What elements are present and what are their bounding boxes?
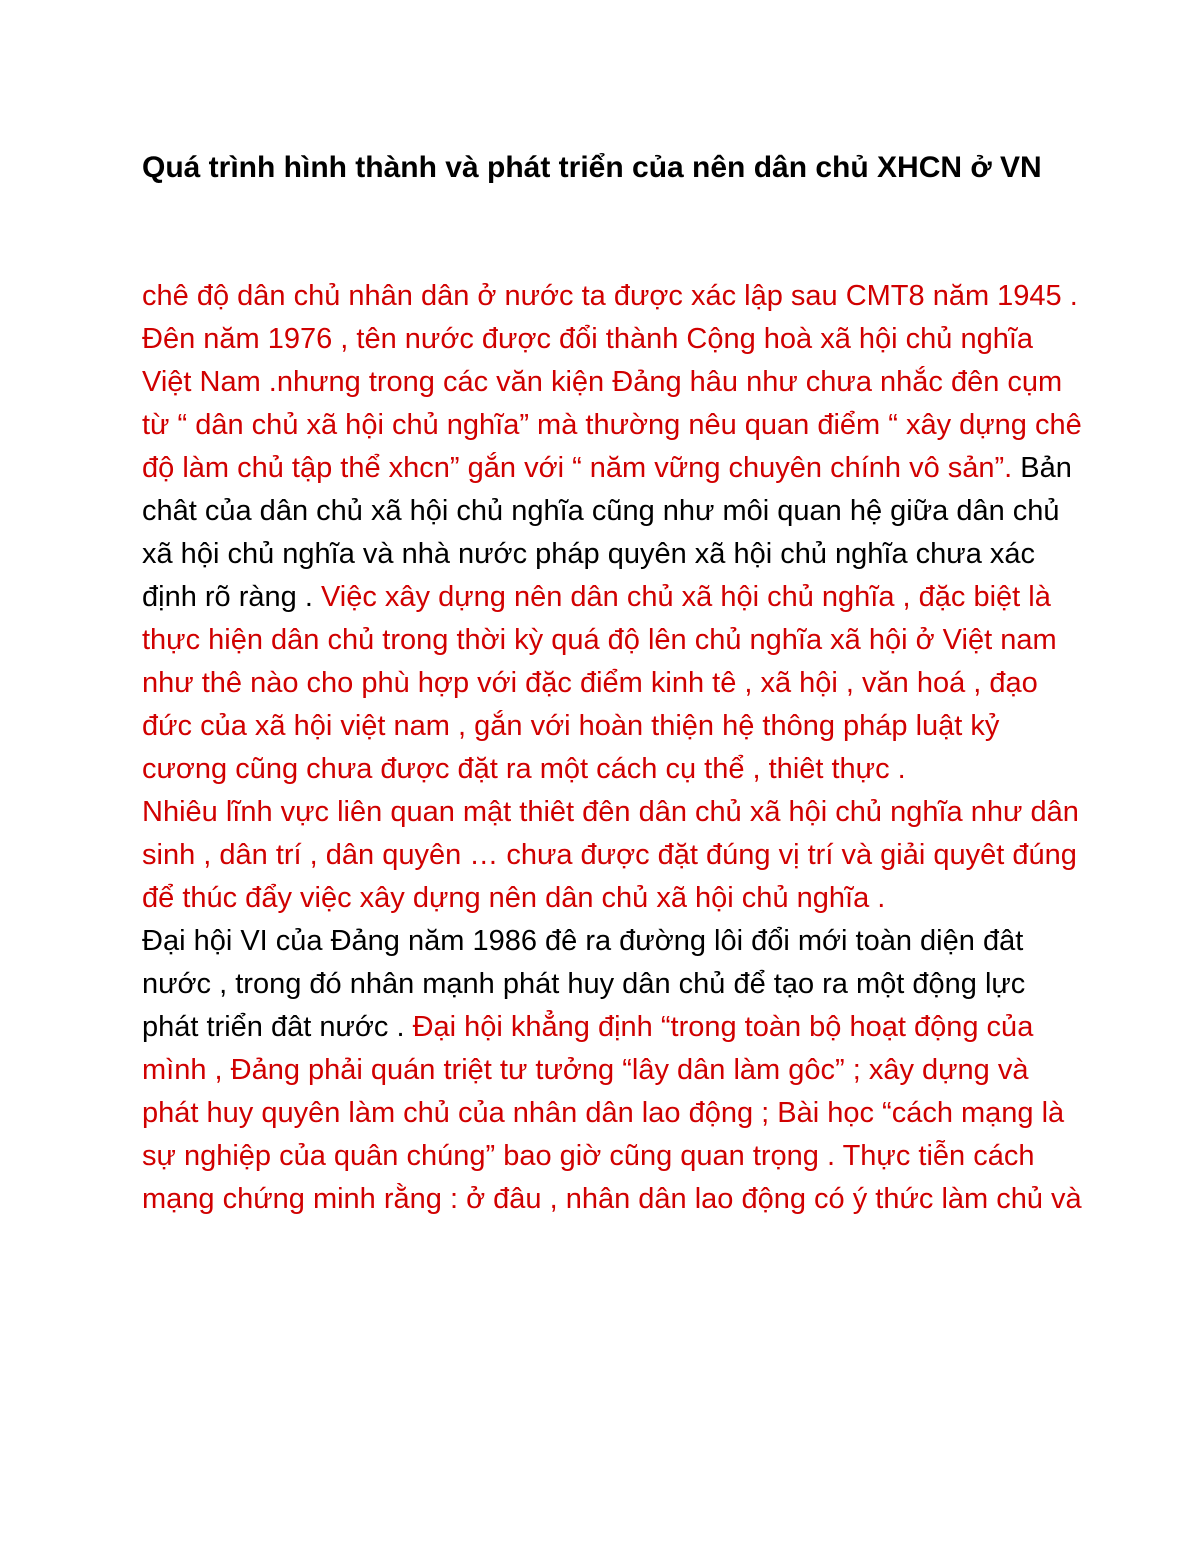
text-run: Đại hội khẳng định “trong toàn bộ hoạt động của mình , Đảng phải quán triệt tư tưởng “lây dân làm gôc” ; xây dựng và phát huy quyên làm chủ của nhân dân lao động ; Bài học “cách mạng là sự nghiệp của quân chúng” bao giờ cũng quan trọng . Thực tiễn cách mạng chứng minh rằng : ở đâu , nhân dân lao động có ý thức làm chủ và — [142, 1011, 1082, 1215]
paragraph — [142, 275, 1082, 791]
document-body — [142, 275, 1082, 1221]
paragraph — [142, 920, 1082, 1221]
document-title: Quá trình hình thành và phát triển của nên dân chủ XHCN ở VN — [142, 151, 1042, 184]
text-run: Đại hội VI của Đảng năm 1986 đê ra đường lôi đổi mới toàn diện đât nước , trong đó nhân mạnh phát huy dân chủ để tạo ra một động lực phát triển đât nước . — [142, 925, 1026, 1043]
text-run: Việc xây dựng nên dân chủ xã hội chủ nghĩa , đặc biệt là thực hiện dân chủ trong thời kỳ quá độ lên chủ nghĩa xã hội ở Việt nam như thê nào cho phù hợp với đặc điểm kinh tê , xã hội , văn hoá , đạo đức của xã hội việt nam , gắn với hoàn thiện hệ thông pháp luật kỷ cương cũng chưa được đặt ra một cách cụ thể , thiêt thực . — [142, 581, 1057, 785]
text-run: Nhiêu lĩnh vực liên quan mật thiêt đên dân chủ xã hội chủ nghĩa như dân sinh , dân trí , dân quyên … chưa được đặt đúng vị trí và giải quyêt đúng để thúc đẩy việc xây dựng nên dân chủ xã hội chủ nghĩa . — [142, 796, 1079, 914]
text-run: chê độ dân chủ nhân dân ở nước ta được xác lập sau CMT8 năm 1945 . Đên năm 1976 , tên nước được đổi thành Cộng hoà xã hội chủ nghĩa Việt Nam .nhưng trong các văn kiện Đảng hâu như chưa nhắc đên cụm từ “ dân chủ xã hội chủ nghĩa” mà thường nêu quan điểm “ xây dựng chê độ làm chủ tập thể xhcn” gắn với “ năm vững chuyên chính vô sản”. — [142, 280, 1082, 484]
paragraph — [142, 791, 1082, 920]
text-run: Bản chât của dân chủ xã hội chủ nghĩa cũng như môi quan hệ giữa dân chủ xã hội chủ nghĩa và nhà nước pháp quyên xã hội chủ nghĩa chưa xác định rõ ràng . — [142, 452, 1072, 613]
